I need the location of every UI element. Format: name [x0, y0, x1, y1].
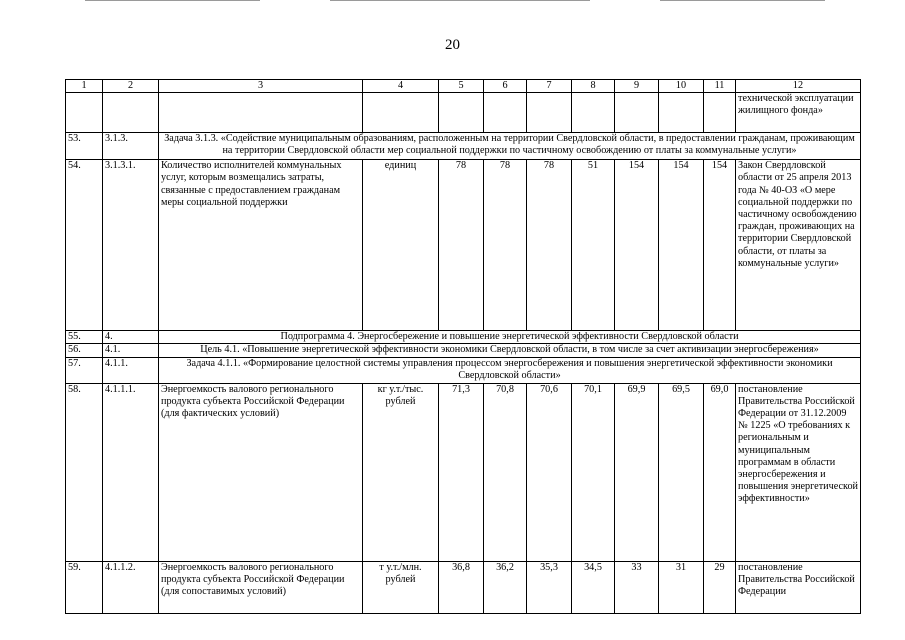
cell-value: 70,8 — [484, 383, 527, 561]
cell-value: 70,6 — [527, 383, 572, 561]
top-rule-left — [85, 0, 260, 1]
cell-task: Задача 3.1.3. «Содействие муниципальным образованиям, расположенным на территории Свердловской области, в предоставлении гражданам, проживающим на территории Свердловской области мер социальной поддержки по частичному освобождению от платы за коммунальные услуги» — [159, 133, 861, 160]
indicators-table — [65, 79, 861, 614]
table-row — [66, 357, 861, 383]
cell-value: 70,1 — [572, 383, 615, 561]
table-row — [66, 133, 861, 160]
cell-value: 154 — [659, 160, 704, 331]
cell-code: 4.1. — [103, 344, 159, 357]
cell-num: 58. — [66, 383, 103, 561]
cell-value: 78 — [439, 160, 484, 331]
col-header: 10 — [659, 80, 704, 93]
cell-code: 3.1.3.1. — [103, 160, 159, 331]
cell-code: 3.1.3. — [103, 133, 159, 160]
cell-value: 35,3 — [527, 561, 572, 613]
cell-num: 57. — [66, 357, 103, 383]
cell-goal: Цель 4.1. «Повышение энергетической эффективности экономики Свердловской области, в том числе за счет активизации энергосбережения» — [159, 344, 861, 357]
cell-code: 4.1.1.2. — [103, 561, 159, 613]
table-row — [66, 344, 861, 357]
col-header: 7 — [527, 80, 572, 93]
col-header: 9 — [615, 80, 659, 93]
cell-value: 29 — [704, 561, 736, 613]
top-rule-middle — [330, 0, 590, 1]
col-header: 6 — [484, 80, 527, 93]
cell-value: 154 — [615, 160, 659, 331]
cell-source: Закон Свердловской области от 25 апреля 2013 года № 40-ОЗ «О мере социальной поддержки по частичному освобождению граждан, проживающих на территории Свердловской области, от платы за коммунальные услуги» — [736, 160, 861, 331]
cell-value: 71,3 — [439, 383, 484, 561]
cell-value: 31 — [659, 561, 704, 613]
col-header: 4 — [363, 80, 439, 93]
col-header: 5 — [439, 80, 484, 93]
cell-value: 69,9 — [615, 383, 659, 561]
table-row — [66, 160, 861, 331]
top-rule-right — [660, 0, 825, 1]
cell-unit: кг у.т./тыс. рублей — [363, 383, 439, 561]
cell-source: постановление Правительства Российской Федерации от 31.12.2009 № 1225 «О требованиях к региональным и муниципальным программам в области энергосбережения и повышения энергетической эффективности» — [736, 383, 861, 561]
cell-value: 51 — [572, 160, 615, 331]
cell-subprogram: Подпрограмма 4. Энергосбережение и повышение энергетической эффективности Свердловской области — [159, 331, 861, 344]
cell-code: 4. — [103, 331, 159, 344]
cell-value: 78 — [484, 160, 527, 331]
cell-value: 36,2 — [484, 561, 527, 613]
col-header: 8 — [572, 80, 615, 93]
column-numbers-row — [66, 80, 861, 93]
col-header: 12 — [736, 80, 861, 93]
table-row — [66, 383, 861, 561]
cell-num: 56. — [66, 344, 103, 357]
cell-value: 69,5 — [659, 383, 704, 561]
cell-unit: т у.т./млн. рублей — [363, 561, 439, 613]
cell-value: 34,5 — [572, 561, 615, 613]
cell-value: 154 — [704, 160, 736, 331]
cell-indicator-name: Энергоемкость валового регионального продукта субъекта Российской Федерации (для сопоставимых условий) — [159, 561, 363, 613]
col-header: 11 — [704, 80, 736, 93]
cell-source: технической эксплуатации жилищного фонда» — [736, 93, 861, 133]
page-number: 20 — [445, 37, 460, 53]
cell-indicator-name: Количество исполнителей коммунальных услуг, которым возмещались затраты, связанные с предоставлением гражданам меры социальной поддержки — [159, 160, 363, 331]
cell-source: постановление Правительства Российской Федерации — [736, 561, 861, 613]
table-row — [66, 93, 861, 133]
col-header: 2 — [103, 80, 159, 93]
cell-code: 4.1.1. — [103, 357, 159, 383]
col-header: 1 — [66, 80, 103, 93]
table-row — [66, 561, 861, 613]
cell-num: 55. — [66, 331, 103, 344]
cell-num: 54. — [66, 160, 103, 331]
cell-num: 53. — [66, 133, 103, 160]
cell-value: 36,8 — [439, 561, 484, 613]
cell-unit: единиц — [363, 160, 439, 331]
cell-value: 33 — [615, 561, 659, 613]
col-header: 3 — [159, 80, 363, 93]
cell-num: 59. — [66, 561, 103, 613]
cell-value: 78 — [527, 160, 572, 331]
table-row — [66, 331, 861, 344]
cell-code: 4.1.1.1. — [103, 383, 159, 561]
cell-value: 69,0 — [704, 383, 736, 561]
cell-task: Задача 4.1.1. «Формирование целостной системы управления процессом энергосбережения и повышения энергетической эффективности экономики Свердловской области» — [159, 357, 861, 383]
cell-indicator-name: Энергоемкость валового регионального продукта субъекта Российской Федерации (для фактических условий) — [159, 383, 363, 561]
